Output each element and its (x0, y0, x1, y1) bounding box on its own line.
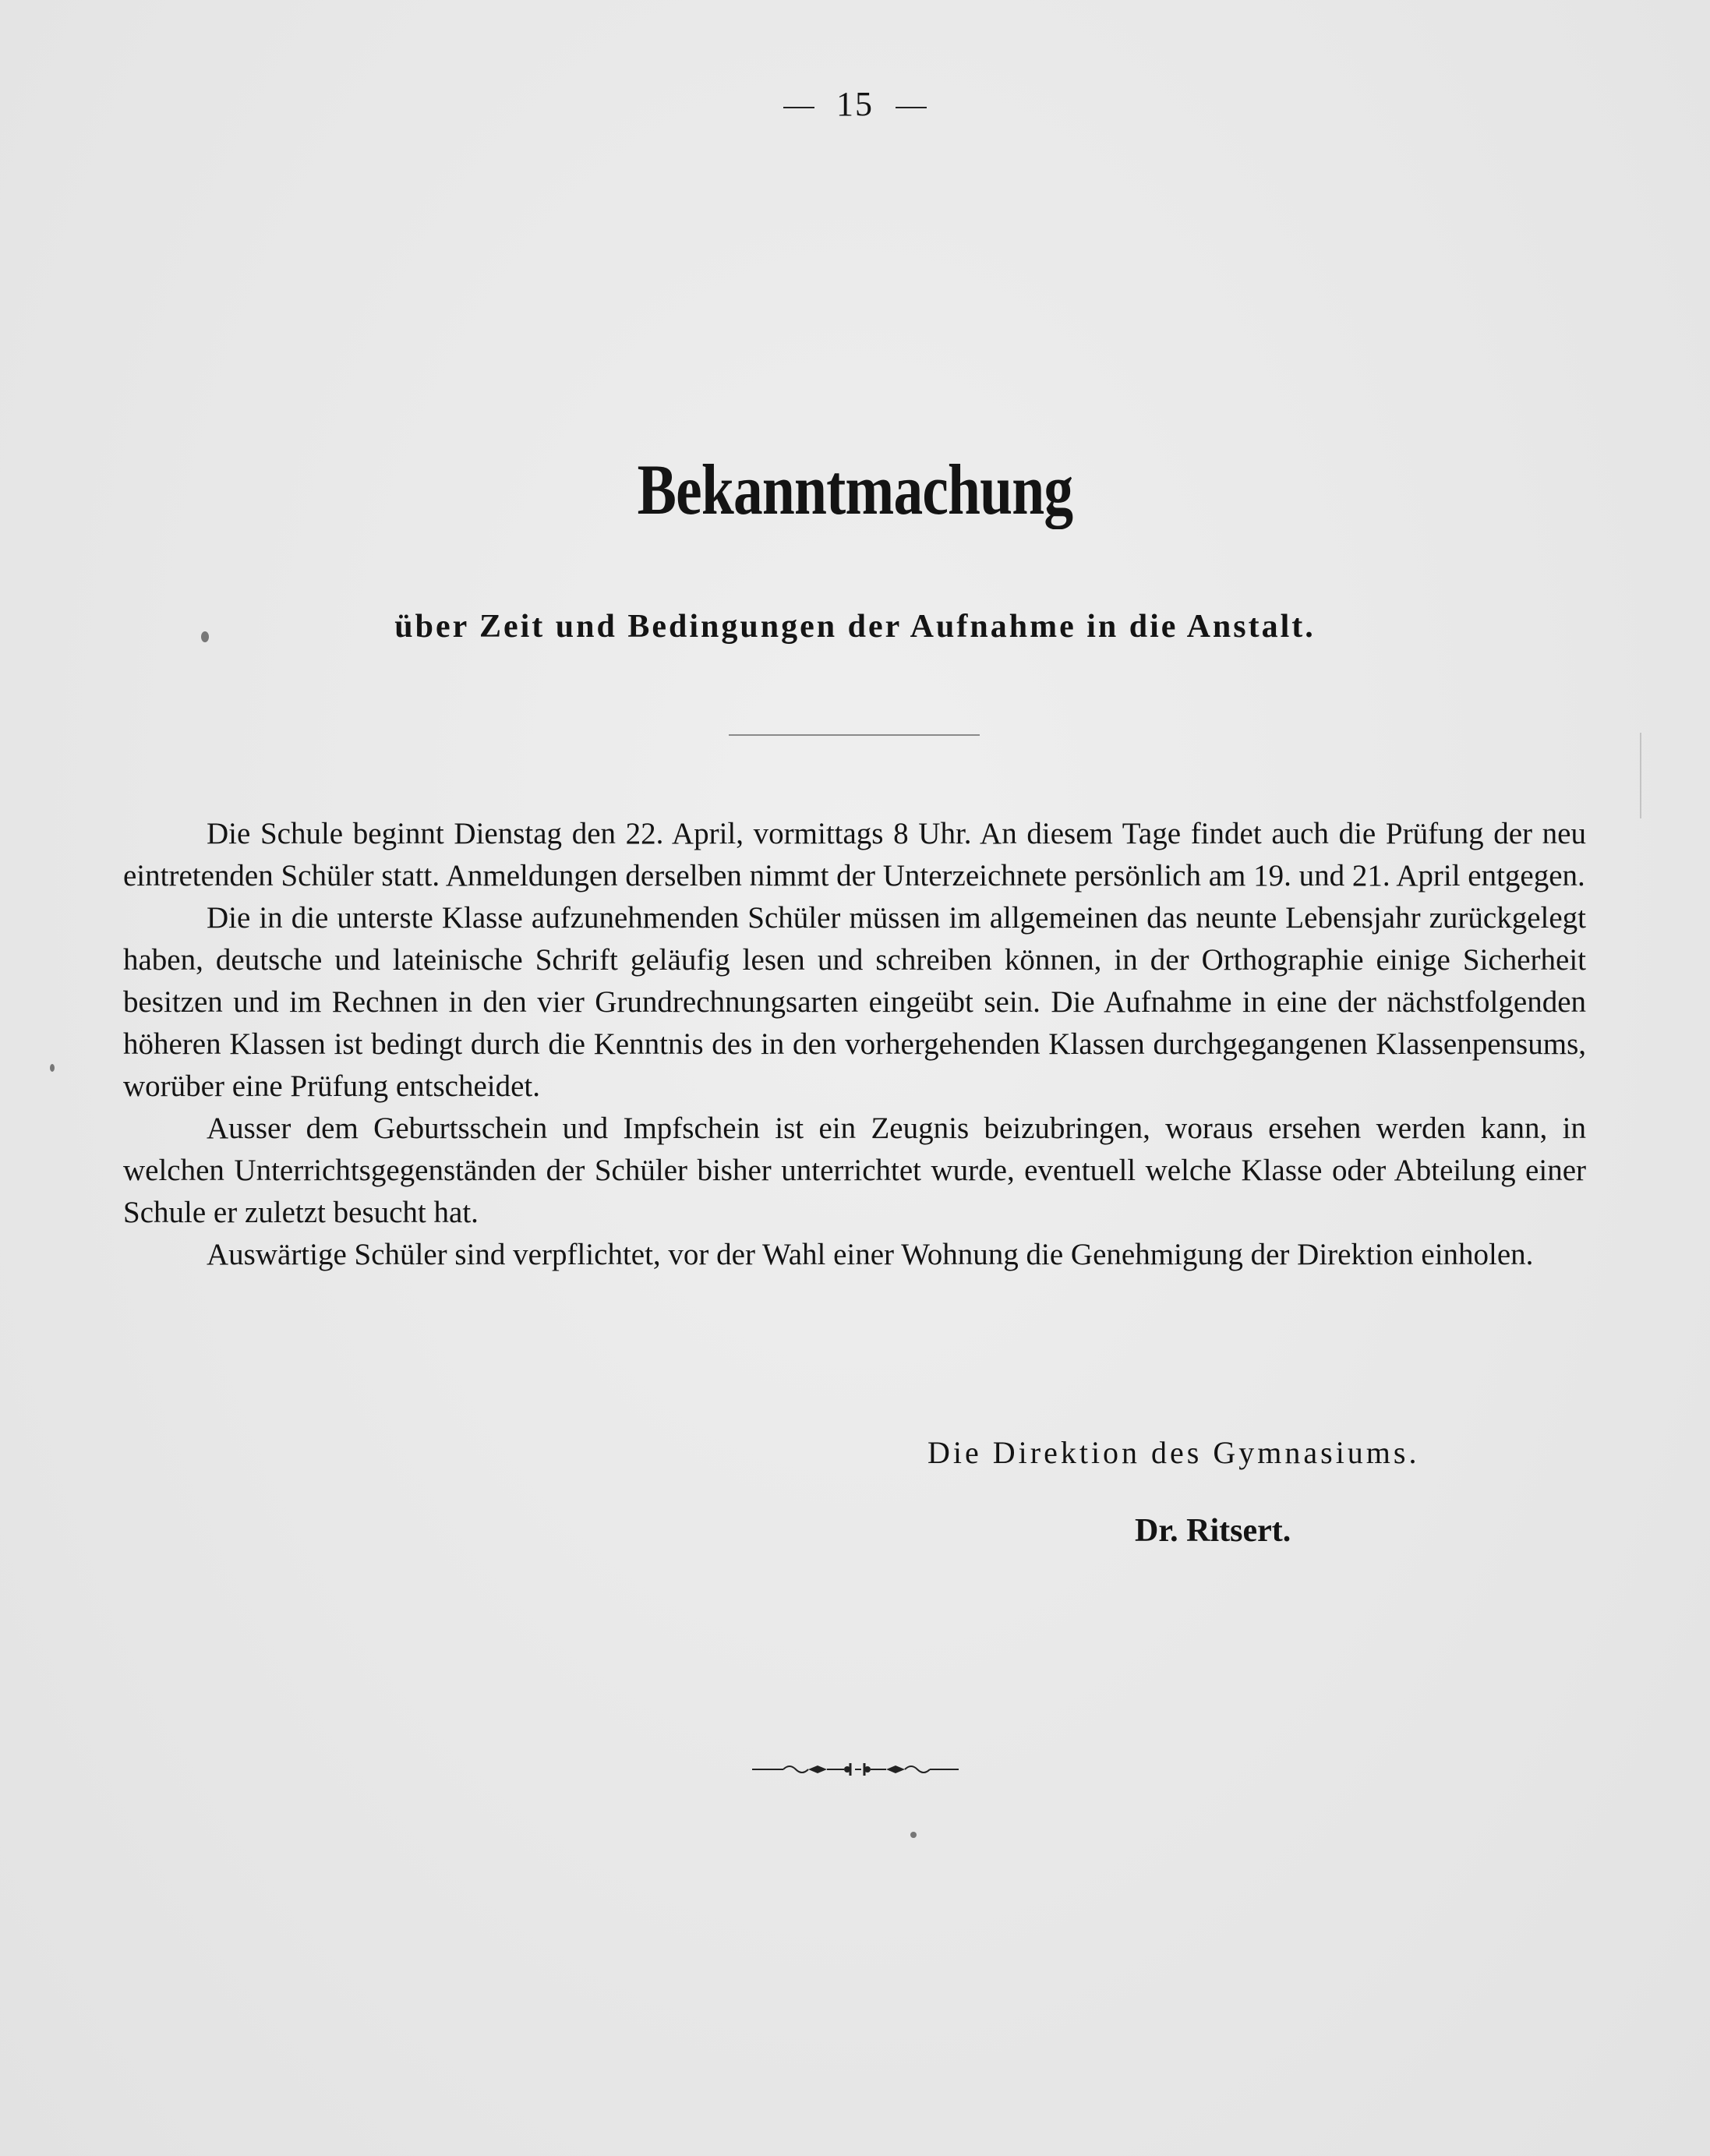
paragraph-school-start: Die Schule beginnt Dienstag den 22. April, vormittags 8 Uhr. An diesem Tage findet auch die Prüfung der neu eintretenden Schüler statt. Anmeldungen derselben nimmt der Unterzeichnete persönlich am 19. und 21. April entgegen. (123, 817, 1586, 892)
paragraph-external-students: Auswärtige Schüler sind verpflichtet, vor der Wahl einer Wohnung die Genehmigung der Direktion einholen. (207, 1238, 1534, 1271)
scan-edge-mark (1640, 733, 1641, 818)
document-subtitle: über Zeit und Bedingungen der Aufnahme in die Anstalt. (394, 609, 1316, 645)
page-number (0, 84, 1710, 124)
scan-speck (50, 1064, 55, 1072)
scan-speck (201, 631, 209, 642)
signature-line: Die Direktion des Gymnasiums. (927, 1435, 1420, 1470)
page-number-value: 15 (836, 85, 874, 123)
page-number-dash-right (896, 107, 927, 108)
document-title: Bekanntmachung (637, 450, 1073, 529)
body-text (123, 813, 1586, 1276)
paragraph-required-documents: Ausser dem Geburtsschein und Impfschein ist ein Zeugnis beizubringen, woraus ersehen werden kann, in welchen Unterrichtsgegenständen der Schüler bisher unterrichtet wurde, eventuell welche Klasse oder Abteilung einer Schule er zuletzt besucht hat. (123, 1112, 1586, 1229)
author-name: Dr. Ritsert. (1135, 1513, 1291, 1549)
page-number-dash-left (783, 107, 814, 108)
title-separator-rule (729, 734, 980, 736)
scan-speck (910, 1832, 917, 1838)
decorative-vignette-icon (752, 1754, 959, 1785)
paragraph-admission-requirements: Die in die unterste Klasse aufzunehmenden Schüler müssen im allgemeinen das neunte Lebensjahr zurückgelegt haben, deutsche und lateinische Schrift geläufig lesen und schreiben können, in der Orthographie einige Sicherheit besitzen und im Rechnen in den vier Grundrechnungsarten eingeübt sein. Die Aufnahme in eine der nächstfolgenden höheren Klassen ist bedingt durch die Kenntnis des in den vorhergehenden Klassen durchgegangenen Klassenpensums, worüber eine Prüfung entscheidet. (123, 901, 1586, 1103)
